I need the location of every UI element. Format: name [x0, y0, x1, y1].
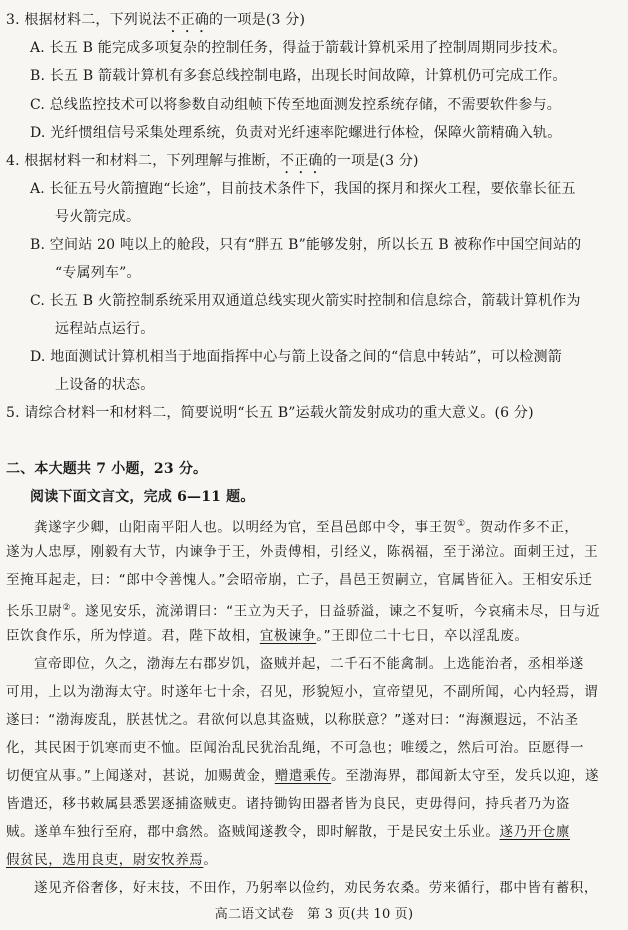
passage-text: 臣饮食作乐，所为悖道。君，陛下故相，: [6, 628, 260, 644]
passage-text: 贼。遂单车独行至府，郡中翕然。盗贼闻遂教令，即时解散，于是民安土乐业。: [6, 824, 500, 840]
passage-text: 切便宜从事。”上闻遂对，甚说，加赐黄金，: [6, 768, 275, 784]
q3-option-a: A. 长五 B 能完成多项复杂的控制任务，得益于箭载计算机采用了控制周期同步技术。: [30, 40, 567, 56]
underlined-phrase: 假贫民，选用良吏，尉安牧养焉: [6, 852, 204, 868]
q3-option-c: C. 总线监控技术可以将参数自动组帧下传至地面测发控系统存储，不需要软件参与。: [30, 97, 561, 113]
q4-option-d: D. 地面测试计算机相当于地面指挥中心与箭上设备之间的“信息中转站”，可以检测箭: [30, 349, 562, 365]
passage-line: 至掩耳起走，曰：“郎中令善愧人。”会昭帝崩，亡子，昌邑王贺嗣立，官属皆征入。王相安乐迁: [6, 572, 593, 588]
reading-instruction: 阅读下面文言文，完成 6—11 题。: [30, 489, 255, 505]
passage-line: 皆遣还，移书敕属县悉罢逐捕盗贼吏。诸持锄钩田器者皆为良民，吏毋得问，持兵者乃为盗: [6, 796, 570, 812]
q4-option-a: A. 长征五号火箭擅跑“长途”，目前技术条件下，我国的探月和探火工程，要依靠长征五: [30, 181, 576, 197]
passage-text: 。遂见安乐，流涕谓曰：“王立为天子，日益骄溢，谏之不复听，今哀痛未尽，日与近: [71, 603, 601, 620]
passage-text: 龚遂字少卿，山阳南平阳人也。以明经为官，至昌邑郎中令，事王贺: [34, 519, 457, 536]
q4-option-d-cont: 上设备的状态。: [55, 377, 155, 393]
q4-emphasis: 不正确: [280, 153, 323, 169]
underlined-phrase: 遂乃开仓廪: [499, 824, 570, 840]
q4-option-a-cont: 号火箭完成。: [55, 209, 141, 225]
passage-line: [6, 627, 529, 645]
q3-stem-text: 3. 根据材料二，下列说法: [6, 12, 167, 28]
q4-option-b: B. 空间站 20 吨以上的舱段，只有“胖五 B”能够发射，所以长五 B 被称作中国空间站的: [30, 237, 582, 253]
passage-line: 化，其民困于饥寒而吏不恤。臣闻治乱民犹治乱绳，不可急也；唯缓之，然后可治。臣愿得一: [6, 740, 585, 756]
passage-text: 。: [203, 852, 218, 868]
footnote-marker: ②: [62, 603, 72, 613]
passage-text: 。贺动作多不正，: [465, 519, 579, 536]
passage-line: [34, 515, 578, 537]
passage-line: 遂为人忠厚，刚毅有大节，内谏争于王，外责傅相，引经义，陈祸福，至于涕泣。面刺王过，王: [6, 544, 599, 560]
passage-line: 可用，上以为渤海太守。时遂年七十余，召见，形貌短小，宣帝望见，不副所闻，心内轻焉，谓: [6, 684, 599, 700]
passage-line: [6, 599, 600, 621]
passage-line: 宣帝即位，久之，渤海左右郡岁饥，盗贼并起，二千石不能禽制。上选能治者，丞相举遂: [34, 656, 584, 672]
section-heading: 二、本大题共 7 小题，23 分。: [6, 461, 208, 477]
passage-line: [6, 767, 599, 785]
q3-stem-score: 的一项是(3 分): [209, 12, 306, 28]
q4-stem-text: 4. 根据材料一和材料二，下列理解与推断，: [6, 153, 281, 169]
q4-stem-score: 的一项是(3 分): [322, 153, 419, 169]
passage-text: 。至渤海界，郡闻新太守至，发兵以迎，遂: [331, 768, 600, 784]
q3-stem: [6, 11, 305, 36]
q4-option-c: C. 长五 B 火箭控制系统采用双通道总线实现火箭实时控制和信息综合，箭载计算机作为: [30, 293, 581, 309]
passage-text: 。”王即位二十七日，卒以淫乱废。: [316, 628, 529, 644]
page-footer: 高二语文试卷 第 3 页(共 10 页): [214, 907, 414, 922]
passage-line: 遂见齐俗奢侈，好末技，不田作，乃躬率以俭约，劝民务农桑。劳来循行，郡中皆有蓄积，: [34, 880, 598, 896]
passage-text: 长乐卫尉: [6, 603, 63, 620]
q3-option-d: D. 光纤惯组信号采集处理系统，负责对光纤速率陀螺进行体检，保障火箭精确入轨。: [30, 125, 562, 141]
footnote-marker: ①: [457, 519, 466, 529]
passage-line: [6, 851, 218, 869]
q4-option-b-cont: “专属列车”。: [55, 265, 141, 281]
q4-option-c-cont: 远程站点运行。: [55, 321, 155, 337]
q5-stem: 5. 请综合材料一和材料二，简要说明“长五 B”运载火箭发射成功的重大意义。(6 分): [6, 405, 534, 421]
q3-option-b: B. 长五 B 箭载计算机有多套总线控制电路，出现长时间故障，计算机仍可完成工作。: [30, 68, 567, 84]
underlined-phrase: 宜极谏争: [259, 628, 317, 644]
passage-line: 遂曰：“渤海废乱，朕甚忧之。君欲何以息其盗贼，以称朕意？”遂对曰：“海濒遐远，不沾圣: [6, 712, 579, 728]
q3-emphasis: 不正确: [166, 12, 210, 28]
underlined-phrase: 赠遣乘传: [274, 768, 332, 784]
passage-line: [6, 823, 570, 841]
q4-stem: [6, 152, 419, 177]
